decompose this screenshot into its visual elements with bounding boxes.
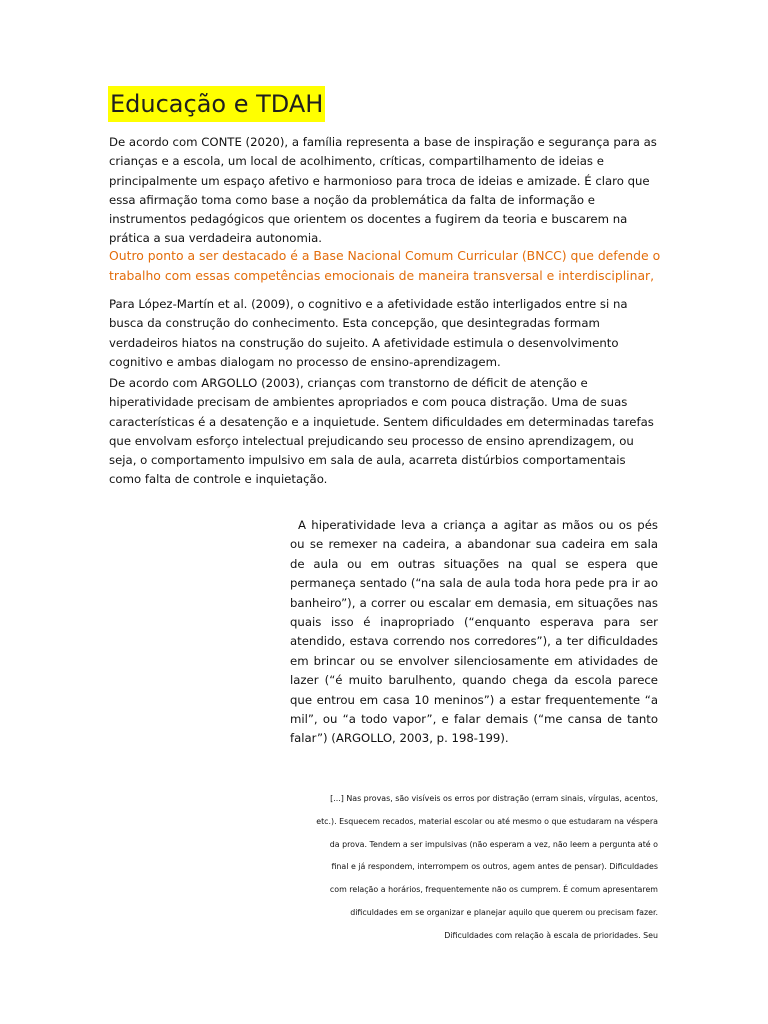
paragraph-bncc-highlight: Outro ponto a ser destacado é a Base Nacional Comum Curricular (BNCC) que defende o trabalho com essas competências emocionais de maneira transversal e interdisciplinar,	[109, 248, 661, 283]
paragraph-family-role: De acordo com CONTE (2020), a família representa a base de inspiração e segurança para as crianças e a escola, um local de acolhimento, críticas, compartilhamento de ideias e principalmente um espaço afetivo e harmonioso para troca de ideias e amizade. É claro que essa afirmação toma como base a noção da problemática da falta de informação e instrumentos pedagógicos que orientem os docentes a fugirem da teoria e buscarem na prática a sua verdadeira autonomia.	[109, 135, 657, 246]
paragraph-cognition-affectivity: Para López-Martín et al. (2009), o cognitivo e a afetividade estão interligados entre si na busca da construção do conhecimento. Esta concepção, que desintegradas formam verdadeiros hiatos na construção do sujeito. A afetividade estimula o desenvolvimento cognitivo e ambas dialogam no processo de ensino-aprendizagem.	[109, 297, 628, 369]
paragraph-adhd-children: De acordo com ARGOLLO (2003), crianças com transtorno de déficit de atenção e hiperatividade precisam de ambientes apropriados e com pouca distração. Uma de suas características é a desatenção e a inquietude. Sentem dificuldades em determinadas tarefas que envolvam esforço intelectual prejudicando seu processo de ensino aprendizagem, ou seja, o comportamento impulsivo em sala de aula, acarreta distúrbios comportamentais como falta de controle e inquietação.	[109, 376, 654, 487]
document-title: Educação e TDAH	[108, 86, 325, 122]
block-quote-exams: [...] Nas provas, são visíveis os erros por distração (erram sinais, vírgulas, acentos, etc.). Esquecem recados, material escolar ou até mesmo o que estudaram na véspera da prova. Tendem a ser impulsivas (não esperam a vez, não leem a pergunta até o final e já respondem, interrompem os outros, agem antes de pensar). Dificuldades com relação a horários, frequentemente não os cumprem. É comum apresentarem dificuldades em se organizar e planejar aquilo que querem ou precisam fazer. Dificuldades com relação à escala de prioridades. Seu	[316, 794, 658, 940]
block-quote-hyperactivity: A hiperatividade leva a criança a agitar as mãos ou os pés ou se remexer na cadeira, a abandonar sua cadeira em sala de aula ou em outras situações na qual se espera que permaneça sentado (“na sala de aula toda hora pede pra ir ao banheiro”), a correr ou escalar em demasia, em situações nas quais isso é inapropriado (“enquanto esperava para ser atendido, estava correndo nos corredores”), a ter dificuldades em brincar ou se envolver silenciosamente em atividades de lazer (“é muito barulhento, quando chega da escola parece que entrou em casa 10 meninos”) a estar frequentemente “a mil”, ou “a todo vapor”, e falar demais (“me cansa de tanto falar”) (ARGOLLO, 2003, p. 198-199).	[290, 518, 658, 746]
